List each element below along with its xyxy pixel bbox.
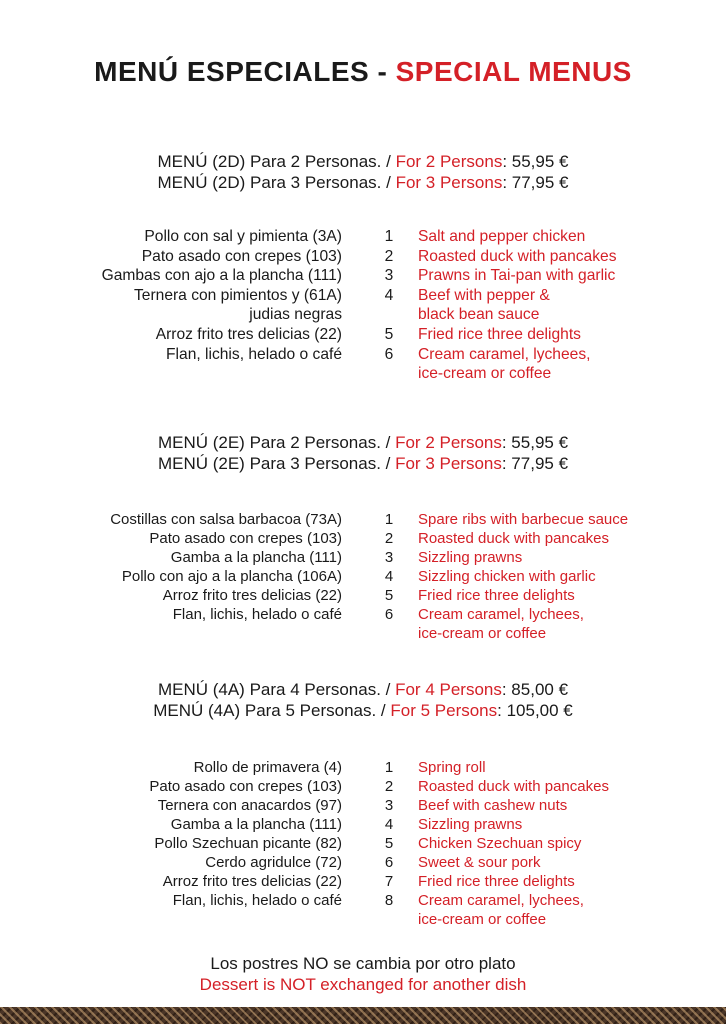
dish-number: 4 [384,286,394,304]
dish-es: Pollo Szechuan picante (82) [154,835,342,852]
menu-2d-dishes [0,227,726,383]
menu-4a-prices [0,679,726,721]
dish-number: 3 [384,267,394,285]
dish-en: Cream caramel, lychees, ice-cream or coffee [418,892,584,928]
dish-number: 4 [384,816,394,833]
dish-number: 3 [384,797,394,814]
dish-en: Roasted duck with pancakes [418,247,617,265]
footer-note [0,953,726,995]
dish-number: 6 [384,606,394,623]
dish-row [0,853,726,872]
dish-en: Roasted duck with pancakes [418,530,609,547]
dish-es: Flan, lichis, helado o café [166,345,342,363]
title-en: SPECIAL MENUS [395,56,632,87]
dish-es: Pollo con sal y pimienta (3A) [144,228,342,245]
dish-row [0,227,726,247]
dish-es: Pato asado con crepes (103) [149,530,342,547]
dish-es: Arroz frito tres delicias (22) [162,587,342,604]
dish-en: Sizzling chicken with garlic [418,568,596,585]
price-label-en: For 5 Persons [390,701,498,720]
dish-es: Pato asado con crepes (103) [149,778,342,795]
dish-es: Pollo con ajo a la plancha (106A) [121,568,342,585]
dish-en: Cream caramel, lychees, ice-cream or coffee [418,345,591,383]
price-line [0,151,726,172]
price-label-es: MENÚ (2E) Para 3 Personas. / [157,454,396,473]
dish-row [0,758,726,777]
price-label-en: For 4 Persons [395,680,502,699]
dish-row [0,872,726,891]
dish-es: Gamba a la plancha (111) [170,816,342,833]
dish-number: 7 [384,873,394,890]
dish-en: Roasted duck with pancakes [418,778,609,795]
dish-number: 2 [384,530,394,547]
dish-number: 5 [384,587,394,604]
dish-es: Cerdo agridulce (72) [205,854,342,871]
dish-row [0,796,726,815]
dish-number: 1 [384,511,394,528]
price-value: : 77,95 € [502,173,569,192]
dish-es: Flan, lichis, helado o café [172,892,342,909]
price-label-es: MENÚ (4A) Para 5 Personas. / [153,701,391,720]
dish-en: Sizzling prawns [418,549,523,566]
dish-es: Gambas con ajo a la plancha (111) [101,267,342,285]
dish-es: Ternera con anacardos (97) [157,797,342,814]
footer-note-en: Dessert is NOT exchanged for another dish [199,975,527,994]
dish-row [0,325,726,345]
dish-number: 6 [384,345,394,363]
menu-2d-prices [0,151,726,193]
price-value: : 55,95 € [501,433,569,452]
price-line [0,432,726,453]
dish-row [0,345,726,383]
dish-es: Arroz frito tres delicias (22) [155,325,342,343]
dish-es: Costillas con salsa barbacoa (73A) [110,511,342,528]
dish-row [0,247,726,267]
dish-en: Sizzling prawns [418,816,523,833]
dish-row [0,605,726,642]
dish-number: 6 [384,854,394,871]
dish-number: 5 [384,325,394,343]
price-label-en: For 2 Persons [395,433,502,452]
title-es: MENÚ ESPECIALES - [94,56,396,87]
dish-row [0,548,726,567]
dish-es: Flan, lichis, helado o café [172,606,342,623]
dish-row [0,815,726,834]
dish-row [0,777,726,796]
dish-es: Ternera con pimientos y (61A) judias negras [133,286,342,324]
menu-4a-dishes [0,758,726,928]
dish-en: Cream caramel, lychees, ice-cream or coffee [418,606,584,642]
dish-en: Beef with cashew nuts [418,797,568,814]
dish-en: Sweet & sour pork [418,854,541,871]
dish-es: Rollo de primavera (4) [193,759,342,776]
dish-en: Spring roll [418,759,486,776]
price-line [0,453,726,474]
dish-number: 8 [384,892,394,909]
dish-en: Prawns in Tai-pan with garlic [418,267,616,285]
price-label-es: MENÚ (2D) Para 2 Personas. / [157,152,396,171]
dish-es: Pato asado con crepes (103) [141,247,342,265]
dish-number: 1 [384,228,394,245]
dish-en: Beef with pepper & black bean sauce [418,286,550,324]
page-title [0,56,726,88]
price-line [0,172,726,193]
dish-number: 2 [384,778,394,795]
menu-2e-prices [0,432,726,474]
dish-row [0,266,726,286]
dish-number: 1 [384,759,394,776]
dish-row [0,891,726,928]
price-line [0,679,726,700]
dish-es: Arroz frito tres delicias (22) [162,873,342,890]
price-value: : 55,95 € [502,152,569,171]
dish-number: 4 [384,568,394,585]
dish-en: Salt and pepper chicken [418,228,586,245]
dish-row [0,510,726,529]
decorative-border [0,1007,726,1024]
price-label-es: MENÚ (2D) Para 3 Personas. / [157,173,396,192]
dish-en: Fried rice three delights [418,587,575,604]
price-value: : 85,00 € [501,680,569,699]
dish-es: Gamba a la plancha (111) [170,549,342,566]
price-label-es: MENÚ (2E) Para 2 Personas. / [157,433,396,452]
dish-number: 2 [384,247,394,265]
price-label-en: For 2 Persons [395,152,503,171]
footer-note-es: Los postres NO se cambia por otro plato [210,954,516,973]
dish-en: Fried rice three delights [418,873,575,890]
dish-row [0,567,726,586]
price-label-en: For 3 Persons [395,173,503,192]
dish-row [0,286,726,325]
dish-row [0,834,726,853]
price-value: : 77,95 € [501,454,569,473]
dish-row [0,586,726,605]
price-label-en: For 3 Persons [395,454,502,473]
price-label-es: MENÚ (4A) Para 4 Personas. / [157,680,396,699]
dish-number: 5 [384,835,394,852]
dish-number: 3 [384,549,394,566]
dish-en: Spare ribs with barbecue sauce [418,511,629,528]
price-value: : 105,00 € [497,701,573,720]
dish-en: Fried rice three delights [418,325,581,343]
dish-en: Chicken Szechuan spicy [418,835,582,852]
price-line [0,700,726,721]
menu-2e-dishes [0,510,726,642]
dish-row [0,529,726,548]
